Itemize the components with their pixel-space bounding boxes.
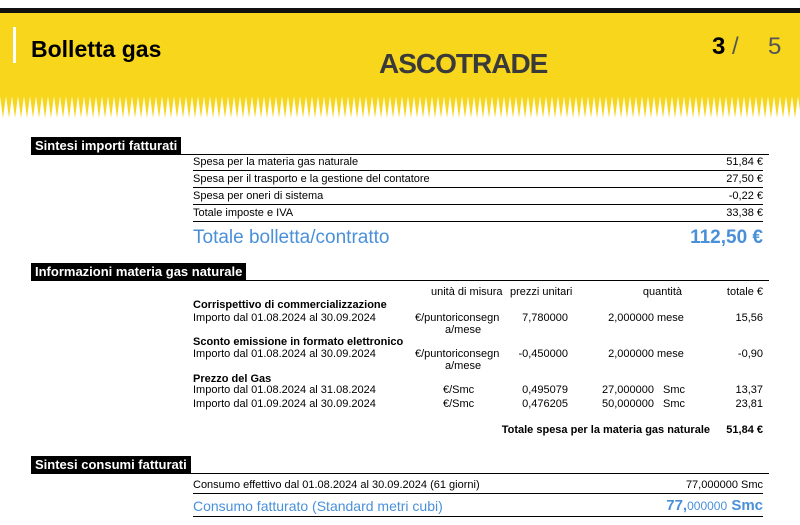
consumo-fatturato-int: 77, [666, 497, 688, 514]
importo-row-value: 27,50 € [726, 173, 763, 185]
section-informazioni-label: Informazioni materia gas naturale [31, 263, 246, 280]
row-qty-unit: mese [657, 312, 684, 324]
row-divider [193, 516, 763, 517]
brand-logo: ASCOTRADE [379, 48, 548, 79]
section-rule [31, 280, 769, 281]
row-period: Importo dal 01.08.2024 al 30.09.2024 [193, 348, 376, 360]
row-price: 0,495079 [522, 384, 568, 396]
importo-row-value: -0,22 € [728, 190, 763, 202]
totale-bolletta-label: Totale bolletta/contratto [193, 227, 390, 248]
row-price: 7,780000 [522, 312, 568, 324]
row-divider [193, 187, 763, 188]
row-divider [193, 221, 763, 222]
importo-row-label: Spesa per oneri di sistema [193, 190, 324, 202]
section-sintesi-importi-label: Sintesi importi fatturati [31, 137, 181, 154]
consumo-fatturato-label: Consumo fatturato (Standard metri cubi) [193, 498, 443, 514]
importo-row-label: Totale imposte e IVA [193, 207, 294, 219]
row-qty: 50,000000 [602, 398, 654, 410]
row-period: Importo dal 01.09.2024 al 30.09.2024 [193, 398, 376, 410]
row-qty-unit: mese [657, 348, 684, 360]
importo-row-label: Spesa per il trasporto e la gestione del contatore [193, 173, 430, 185]
row-qty: 27,000000 [602, 384, 654, 396]
header-zigzag-edge [0, 96, 800, 118]
row-unit: €/puntoriconsegn [415, 312, 500, 324]
row-price: 0,476205 [522, 398, 568, 410]
col-header-unita: unità di misura [431, 286, 503, 298]
consumo-effettivo-label: Consumo effettivo dal 01.08.2024 al 30.09.2024 (61 giorni) [193, 479, 480, 491]
page-current: 3 [712, 33, 726, 60]
row-divider [193, 204, 763, 205]
row-unit: €/Smc [443, 398, 475, 410]
page-total: 5 [768, 33, 782, 60]
row-unit: €/Smc [443, 384, 475, 396]
col-header-quantita: quantità [642, 286, 682, 298]
row-price: -0,450000 [518, 348, 568, 360]
section-rule [31, 473, 769, 474]
consumo-fatturato-value [666, 497, 763, 514]
importo-row-label: Spesa per la materia gas naturale [193, 156, 359, 168]
totale-materia-label: Totale spesa per la materia gas naturale [501, 424, 710, 436]
row-unit: €/puntoriconsegn [415, 348, 500, 360]
row-total: -0,90 [737, 348, 763, 360]
section-sintesi-consumi-label: Sintesi consumi fatturati [31, 456, 191, 473]
group-title: Sconto emissione in formato elettronico [193, 336, 404, 348]
row-divider [193, 493, 763, 494]
consumo-effettivo-value: 77,000000 Smc [685, 479, 763, 491]
row-unit-cont: a/mese [445, 360, 482, 372]
row-qty: 2,000000 [608, 312, 654, 324]
consumo-fatturato-unit: Smc [731, 497, 763, 514]
row-divider [193, 170, 763, 171]
importo-row-value: 51,84 € [726, 156, 763, 168]
row-total: 13,37 [735, 384, 763, 396]
group-title: Prezzo del Gas [193, 373, 272, 385]
document-title: Bolletta gas [31, 36, 162, 62]
consumo-fatturato-dec: 000000 [687, 499, 728, 513]
row-unit-cont: a/mese [445, 324, 482, 336]
page-separator: / [732, 33, 739, 60]
col-header-totale: totale € [726, 286, 763, 298]
totale-materia-value: 51,84 € [726, 424, 763, 436]
importo-row-value: 33,38 € [726, 207, 763, 219]
group-title: Corrispettivo di commercializzazione [193, 299, 387, 311]
row-total: 15,56 [735, 312, 763, 324]
section-rule [31, 154, 769, 155]
col-header-prezzi: prezzi unitari [510, 286, 573, 298]
header-accent-bar [13, 27, 16, 63]
row-period: Importo dal 01.08.2024 al 30.09.2024 [193, 312, 376, 324]
row-qty: 2,000000 [608, 348, 654, 360]
row-period: Importo dal 01.08.2024 al 31.08.2024 [193, 384, 376, 396]
totale-bolletta-value: 112,50 € [690, 227, 763, 248]
row-qty-unit: Smc [663, 384, 685, 396]
row-qty-unit: Smc [663, 398, 685, 410]
row-total: 23,81 [735, 398, 763, 410]
